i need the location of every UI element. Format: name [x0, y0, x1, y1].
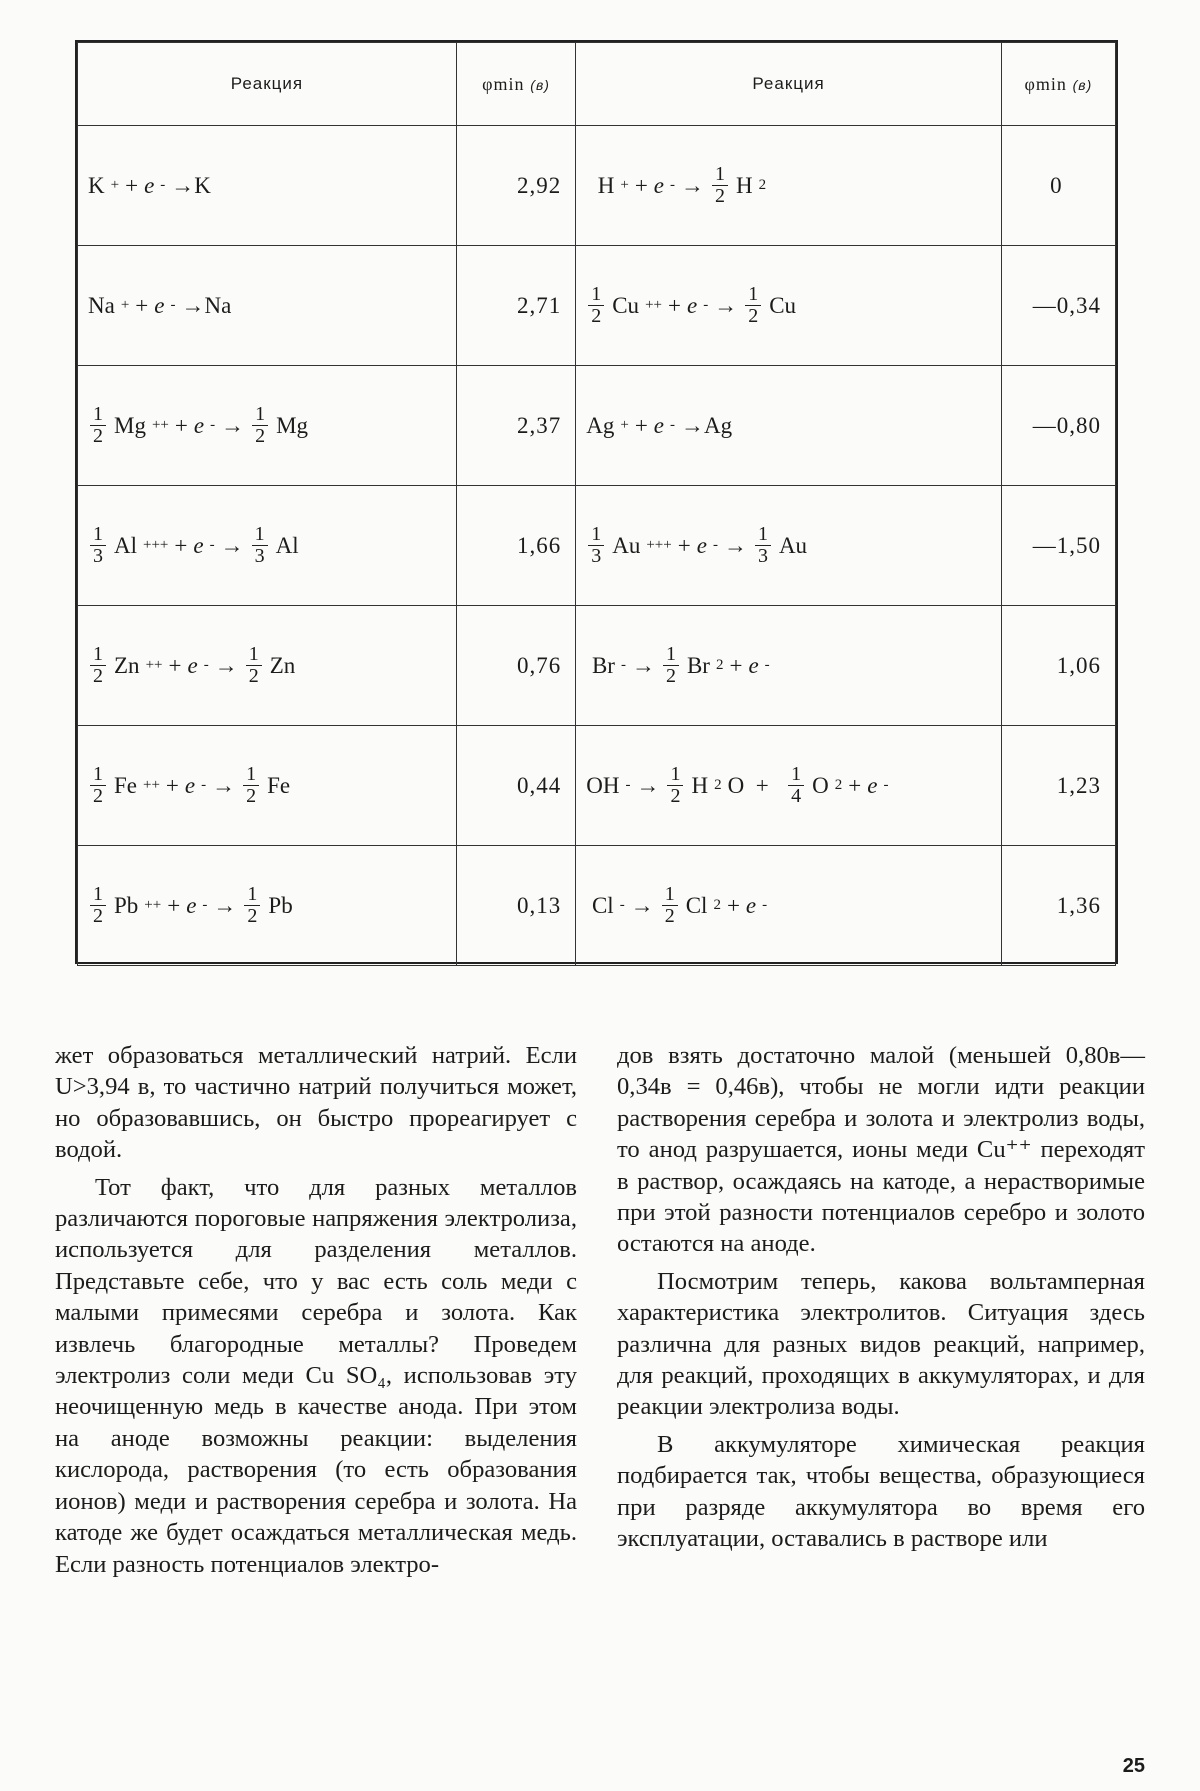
paragraph: В аккумуляторе химическая реакция подбирается так, чтобы вещества, образующиеся при разряде аккумулятора во время его эксплуатации, оставались в растворе или — [617, 1430, 1145, 1553]
table-row — [78, 486, 1116, 606]
table-row — [78, 366, 1116, 486]
paragraph: жет образоваться металлический натрий. Если U>3,94 в, то частично натрий получиться может, но образовавшись, он быстро прореагирует с водой. — [55, 1042, 577, 1164]
table-row — [78, 126, 1116, 246]
paragraph: Посмотрим теперь, какова вольтамперная характеристика электролитов. Ситуация здесь различна для разных видов реакций, например, для реакций, проходящих в аккумуляторах, и для реакции электролиза воды. — [617, 1267, 1145, 1421]
reaction-formula: Br - → $\frac{1}{2}$ Br 2 + e - — [576, 606, 1002, 726]
potential-value: 0,76 — [456, 606, 575, 726]
table-row — [78, 246, 1116, 366]
potential-value: 1,23 — [1001, 726, 1115, 846]
potential-value: 0,44 — [456, 726, 575, 846]
reaction-formula: $\frac{1}{3}$ Al +++ + e - → $\frac{1}{3}$ Al — [78, 486, 457, 606]
potential-value: 1,06 — [1001, 606, 1115, 726]
right-column — [617, 1040, 1145, 1555]
header-reaction-right: Реакция — [576, 43, 1002, 126]
potential-value: 2,71 — [456, 246, 575, 366]
reaction-formula: Na + + e - →Na — [78, 246, 457, 366]
table-row — [78, 606, 1116, 726]
potential-value: 2,37 — [456, 366, 575, 486]
reaction-formula: $\frac{1}{3}$ Au +++ + e - → $\frac{1}{3}$ Au — [576, 486, 1002, 606]
potential-value: —1,50 — [1001, 486, 1115, 606]
reaction-formula: Ag + + e - →Ag — [576, 366, 1002, 486]
potential-value: 2,92 — [456, 126, 575, 246]
paragraph: Тот факт, что для разных металлов различаются пороговые напряжения электролиза, используется для разделения металлов. Представьте себе, что у вас есть соль меди с малыми примесями серебра и золота. Как извлечь благородные металлы? Проведем электролиз соли меди Cu SO₄, использовав эту неочищенную медь в качестве анода. При этом на аноде возможны реакции: выделения кислорода, растворения (то есть образования ионов) меди и растворения серебра и золота. На катоде же будет осаждаться металлическая медь. Если разность потенциалов электро- — [55, 1173, 577, 1578]
potential-value: 1,66 — [456, 486, 575, 606]
left-column — [55, 1040, 577, 1580]
potential-value: —0,80 — [1001, 366, 1115, 486]
reaction-formula: $\frac{1}{2}$ Pb ++ + e - → $\frac{1}{2}$ Pb — [78, 846, 457, 966]
header-phi-right: φmin (в) — [1001, 43, 1115, 126]
reaction-formula: $\frac{1}{2}$ Fe ++ + e - → $\frac{1}{2}$ Fe — [78, 726, 457, 846]
potential-value: —0,34 — [1001, 246, 1115, 366]
table-header-row — [78, 43, 1116, 126]
potential-value: 0 — [1001, 126, 1115, 246]
reaction-formula: Cl - → $\frac{1}{2}$ Cl 2 + e - — [576, 846, 1002, 966]
paragraph: дов взять достаточно малой (меньшей 0,80в—0,34в = 0,46в), чтобы не могли идти реакции растворения серебра и золота и электролиз воды, то анод разрушается, ионы меди Cu⁺⁺ переходят в раствор, осаждаясь на катоде, а нерастворимые при этой разности потенциалов серебро и золото остаются на аноде. — [617, 1042, 1145, 1258]
table-row — [78, 846, 1116, 966]
page-number: 25 — [1122, 1755, 1145, 1777]
header-reaction-left: Реакция — [78, 43, 457, 126]
potential-table — [75, 40, 1118, 964]
reaction-formula: $\frac{1}{2}$ Zn ++ + e - → $\frac{1}{2}$ Zn — [78, 606, 457, 726]
reaction-formula: OH - → $\frac{1}{2}$ H 2 O + $\frac{1}{4}$ O 2 + e - — [576, 726, 1002, 846]
reaction-formula: $\frac{1}{2}$ Cu ++ + e - → $\frac{1}{2}$ Cu — [576, 246, 1002, 366]
potential-value: 0,13 — [456, 846, 575, 966]
reaction-formula: H + + e - → $\frac{1}{2}$ H 2 — [576, 126, 1002, 246]
potential-value: 1,36 — [1001, 846, 1115, 966]
table-row — [78, 726, 1116, 846]
reaction-formula: K + + e - →K — [78, 126, 457, 246]
reaction-formula: $\frac{1}{2}$ Mg ++ + e - → $\frac{1}{2}$ Mg — [78, 366, 457, 486]
header-phi-left: φmin (в) — [456, 43, 575, 126]
